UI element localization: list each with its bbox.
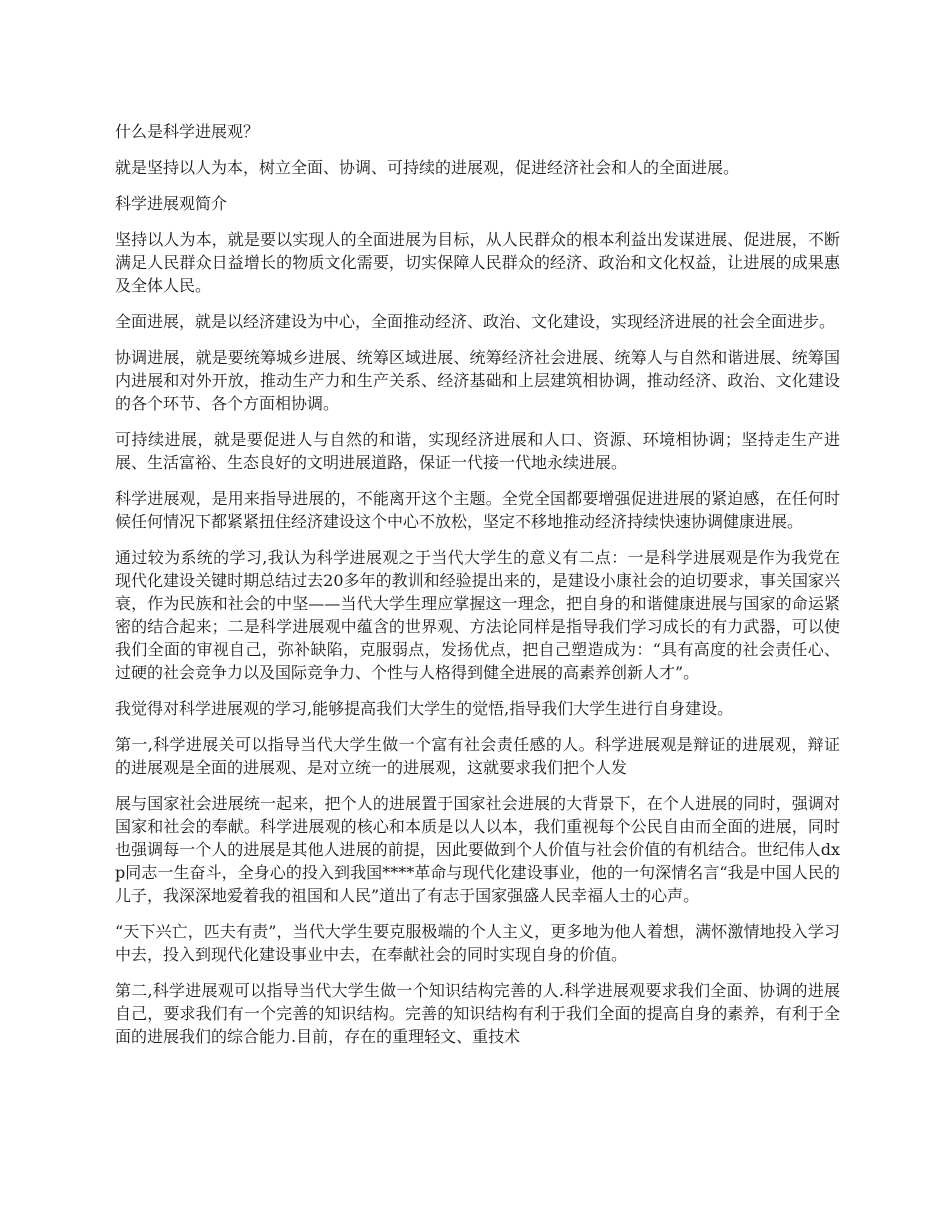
- paragraph-sustainable-development: 可持续进展，就是要促进人与自然的和谐，实现经济进展和人口、资源、环境相协调；坚持走生产进展、生活富裕、生态良好的文明进展道路，保证一代接一代地永续进展。: [115, 430, 840, 472]
- paragraph-second-point: 第二,科学进展观可以指导当代大学生做一个知识结构完善的人.科学进展观要求我们全面、协调的进展自己，要求我们有一个完善的知识结构。完善的知识结构有利于我们全面的提高自身的素养，有利于全面的进展我们的综合能力.目前，存在的重理轻文、重技术: [115, 981, 840, 1046]
- paragraph-people-oriented: 坚持以人为本，就是要以实现人的全面进展为目标，从人民群众的根本利益出发谋进展、促进展，不断满足人民群众日益增长的物质文化需要，切实保障人民群众的经济、政治和文化权益，让进展的成果惠及全体人民。: [115, 230, 840, 295]
- paragraph-opinion: 我觉得对科学进展观的学习,能够提高我们大学生的觉悟,指导我们大学生进行自身建设。: [115, 699, 734, 718]
- question-heading: 什么是科学进展观？: [115, 122, 260, 141]
- paragraph-significance: 通过较为系统的学习,我认为科学进展观之于当代大学生的意义有二点：一是科学进展观是作为我党在现代化建设关键时期总结过去20多年的教训和经验提出来的，是建设小康社会的迫切要求，事关国家兴衰，作为民族和社会的中坚——当代大学生理应掌握这一理念，把自身的和谐健康进展与国家的命运紧密的结合起来；二是科学进展观中蕴含的世界观、方法论同样是指导我们学习成长的有力武器，可以使我们全面的审视自己，弥补缺陷，克服弱点，发扬优点，把自己塑造成为：“具有高度的社会责任心、过硬的社会竞争力以及国际竞争力、个性与人格得到健全进展的高素养创新人才”。: [115, 548, 840, 682]
- definition-paragraph: 就是坚持以人为本，树立全面、协调、可持续的进展观，促进经济社会和人的全面进展。: [115, 158, 740, 177]
- paragraph-coordinated-development: 协调进展，就是要统筹城乡进展、统筹区域进展、统筹经济社会进展、统筹人与自然和谐进展、统筹国内进展和对外开放，推动生产力和生产关系、经济基础和上层建筑相协调，推动经济、政治、文化建设的各个环节、各个方面相协调。: [115, 348, 840, 413]
- paragraph-responsibility: “天下兴亡，匹夫有责”，当代大学生要克服极端的个人主义，更多地为他人着想，满怀激情地投入学习中去，投入到现代化建设事业中去，在奉献社会的同时实现自身的价值。: [115, 922, 840, 964]
- section-heading: 科学进展观简介: [115, 194, 228, 213]
- document-body: [115, 120, 840, 1061]
- paragraph-guiding-development: 科学进展观，是用来指导进展的，不能离开这个主题。全党全国都要增强促进进展的紧迫感，在任何时候任何情况下都紧紧扭住经济建设这个中心不放松，坚定不移地推动经济持续快速协调健康进展。: [115, 489, 840, 531]
- paragraph-comprehensive-development: 全面进展，就是以经济建设为中心，全面推动经济、政治、文化建设，实现经济进展的社会全面进步。: [115, 312, 836, 331]
- paragraph-first-point-start: 第一,科学进展关可以指导当代大学生做一个富有社会责任感的人。科学进展观是辩证的进展观，辩证的进展观是全面的进展观、是对立统一的进展观，这就要求我们把个人发: [115, 735, 840, 777]
- paragraph-first-point-continued: 展与国家社会进展统一起来，把个人的进展置于国家社会进展的大背景下，在个人进展的同时，强调对国家和社会的奉献。科学进展观的核心和本质是以人以本，我们重视每个公民自由而全面的进展，同时也强调每一个人的进展是其他人进展的前提，因此要做到个人价值与社会价值的有机结合。世纪伟人dxp同志一生奋斗，全身心的投入到我国****革命与现代化建设事业，他的一句深情名言“我是中国人民的儿子，我深深地爱着我的祖国和人民”道出了有志于国家强盛人民幸福人士的心声。: [115, 794, 840, 905]
